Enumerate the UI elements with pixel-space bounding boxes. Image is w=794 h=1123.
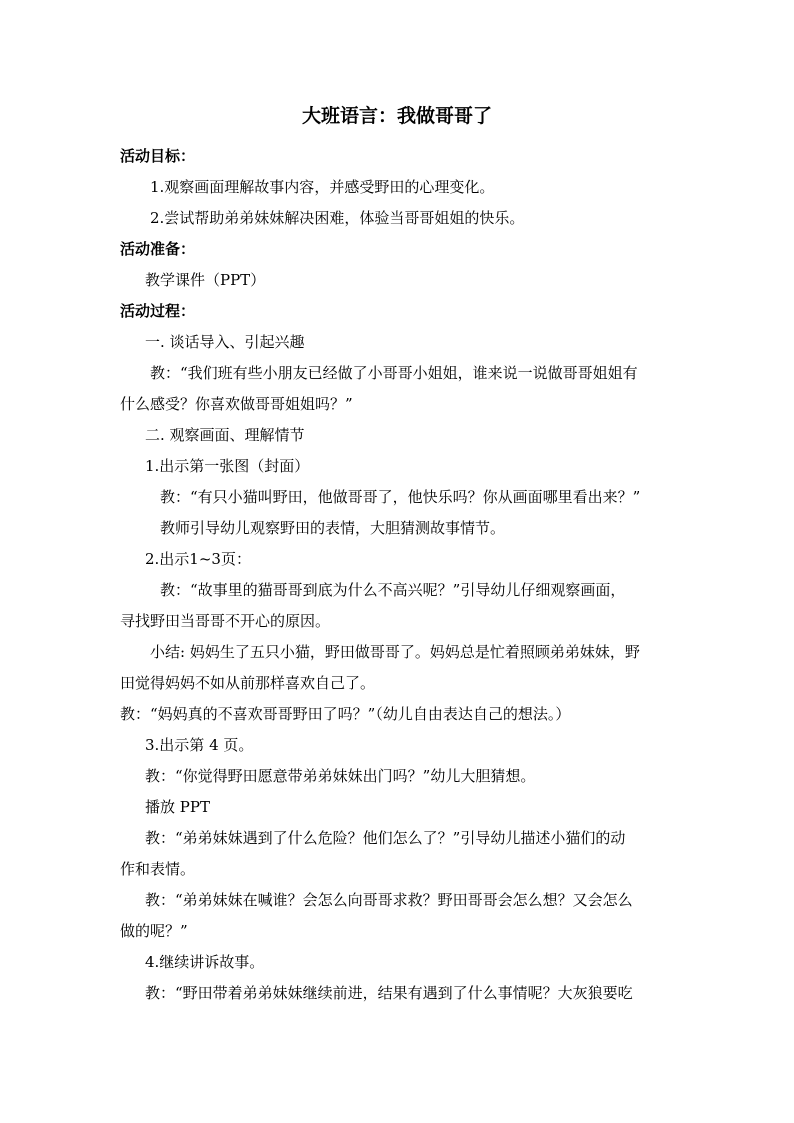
goal-item-1: 1.观察画面理解故事内容，并感受野田的心理变化。 (150, 178, 495, 196)
paragraph-line: 教：“弟弟妹妹遇到了什么危险？他们怎么了？”引导幼儿描述小猫们的动 (145, 829, 626, 847)
summary-line: 小结: 妈妈生了五只小猫，野田做哥哥了。妈妈总是忙着照顾弟弟妹妹，野 (150, 643, 640, 661)
paragraph-line: 播放 PPT (145, 798, 210, 816)
summary-line: 田觉得妈妈不如从前那样喜欢自己了。 (120, 674, 376, 692)
paragraph-line: 教：“弟弟妹妹在喊谁？会怎么向哥哥求救？野田哥哥会怎么想？又会怎么 (145, 891, 633, 909)
section-heading-preparation: 活动准备： (120, 240, 196, 258)
paragraph-line: 教师引导幼儿观察野田的表情，大胆猜测故事情节。 (160, 519, 506, 537)
paragraph-line: 教：“故事里的猫哥哥到底为什么不高兴呢？”引导幼儿仔细观察画面， (160, 581, 626, 599)
paragraph-line: 教：“野田带着弟弟妹妹继续前进，结果有遇到了什么事情呢？大灰狼要吃 (145, 984, 633, 1002)
page-title: 大班语言：我做哥哥了 (301, 105, 492, 127)
paragraph-line: 做的呢？” (120, 922, 188, 940)
paragraph-line: 教：“你觉得野田愿意带弟弟妹妹出门吗？”幼儿大胆猜想。 (145, 767, 536, 785)
process-step-2: 二. 观察画面、理解情节 (145, 426, 305, 444)
paragraph-line: 作和表情。 (120, 860, 196, 878)
paragraph-line: 寻找野田当哥哥不开心的原因。 (120, 612, 331, 630)
section-heading-goals: 活动目标： (120, 147, 196, 165)
paragraph-line: 教：“有只小猫叫野田，他做哥哥了，他快乐吗？你从画面哪里看出来？” (160, 488, 641, 506)
goal-item-2: 2.尝试帮助弟弟妹妹解决困难，体验当哥哥姐姐的快乐。 (150, 209, 525, 227)
process-step-1: 一. 谈话导入、引起兴趣 (145, 333, 305, 351)
paragraph-line: 教：“妈妈真的不喜欢哥哥野田了吗？”（幼儿自由表达自己的想法。） (120, 705, 571, 723)
sub-step-3: 3.出示第 4 页。 (145, 736, 254, 754)
sub-step-1: 1.出示第一张图（封面） (145, 457, 310, 475)
section-heading-process: 活动过程： (120, 302, 196, 320)
sub-step-4: 4.继续讲诉故事。 (145, 953, 265, 971)
sub-step-2: 2.出示1~3页： (145, 550, 251, 568)
paragraph-line: 教：“我们班有些小朋友已经做了小哥哥小姐姐，谁来说一说做哥哥姐姐有 (150, 364, 638, 382)
paragraph-line: 什么感受？你喜欢做哥哥姐姐吗？” (120, 395, 353, 413)
preparation-text: 教学课件（PPT） (145, 271, 266, 289)
